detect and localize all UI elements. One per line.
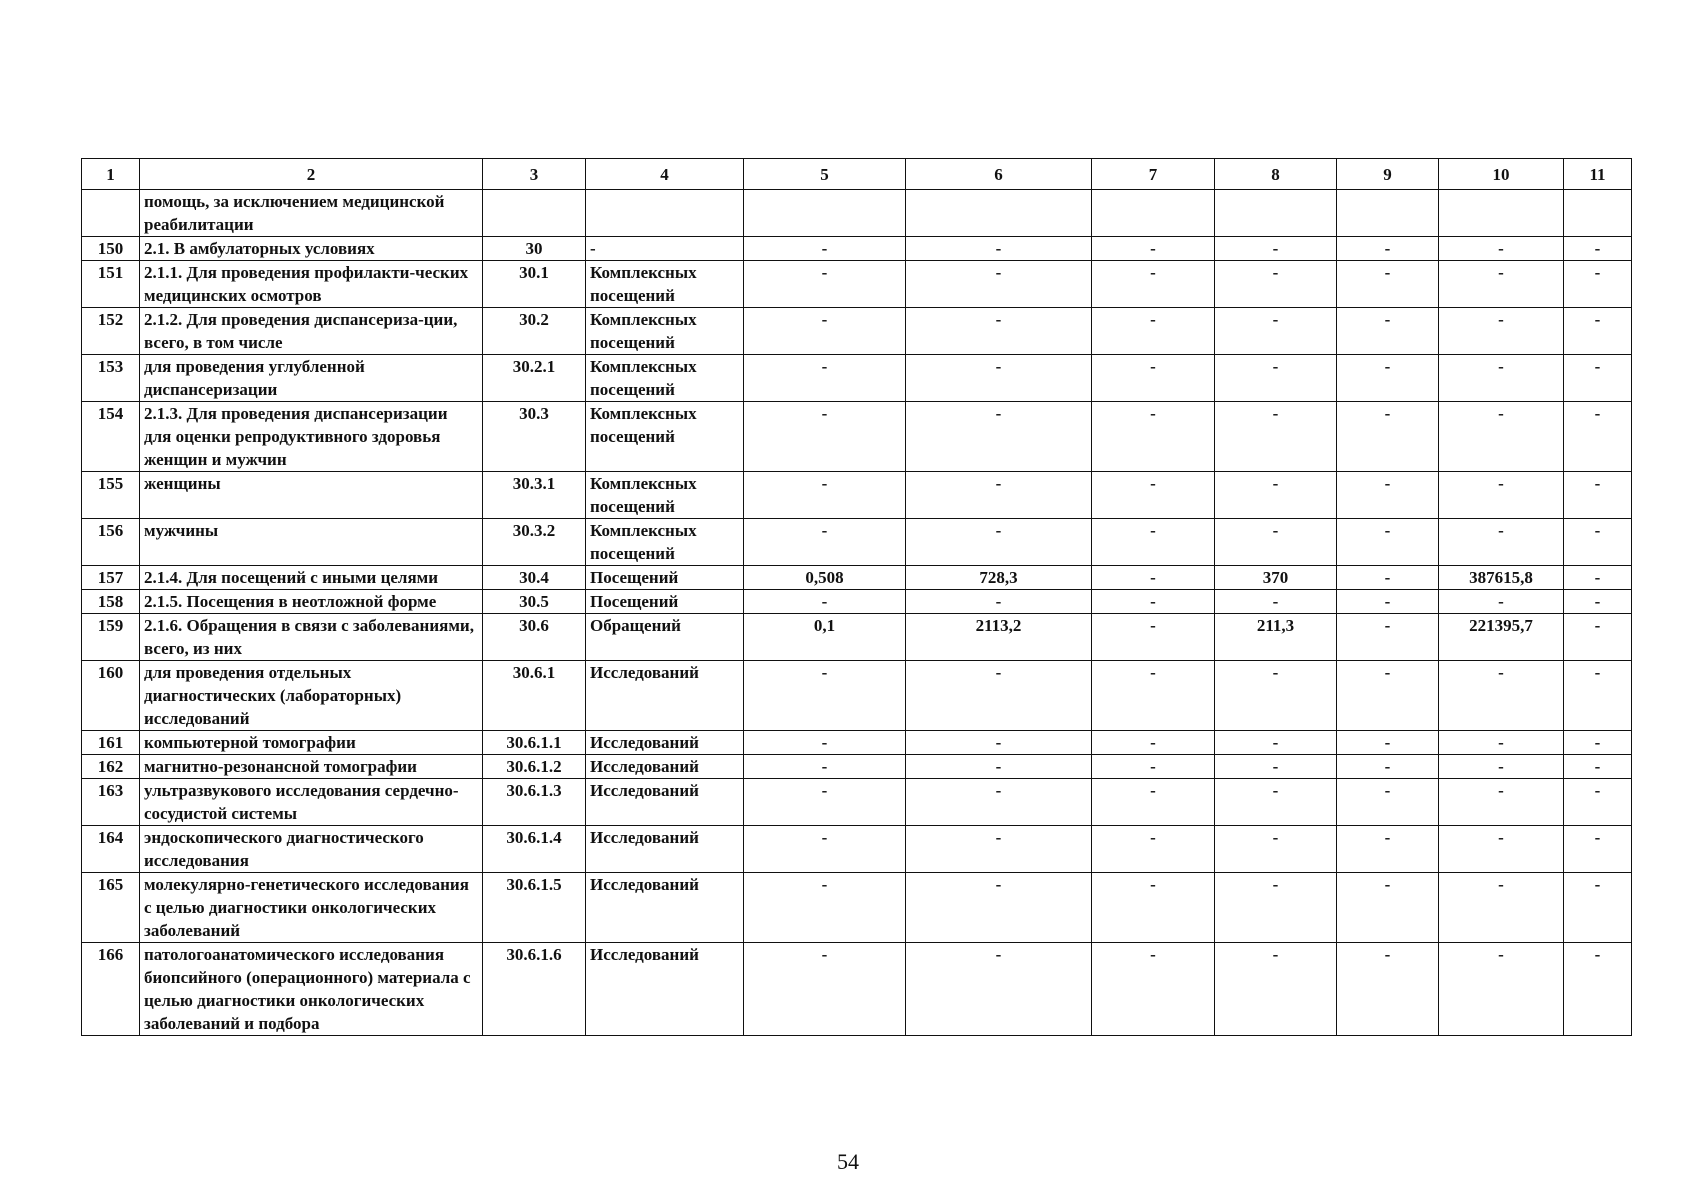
header-cell-8: 8 <box>1215 159 1337 190</box>
table-row <box>82 873 1632 943</box>
table-cell-col-6 <box>906 190 1092 237</box>
table-cell-col-2: мужчины <box>140 519 483 566</box>
table-cell-col-4: Исследований <box>586 826 744 873</box>
table-cell-col-10: - <box>1439 355 1564 402</box>
table-cell-col-3: 30.6.1.5 <box>483 873 586 943</box>
data-table-container <box>81 158 1631 1036</box>
table-cell-col-3 <box>483 190 586 237</box>
table-cell-col-2: патологоанатомического исследования биопсийного (операционного) материала с целью диагностики онкологических заболеваний и подбора <box>140 943 483 1036</box>
table-cell-col-5: - <box>744 472 906 519</box>
table-cell-col-10: - <box>1439 590 1564 614</box>
table-cell-col-1: 166 <box>82 943 140 1036</box>
table-cell-col-7: - <box>1092 943 1215 1036</box>
header-cell-7: 7 <box>1092 159 1215 190</box>
table-cell-col-3: 30.6 <box>483 614 586 661</box>
table-cell-col-9: - <box>1337 237 1439 261</box>
table-cell-col-11: - <box>1564 755 1632 779</box>
table-row <box>82 261 1632 308</box>
table-cell-col-7: - <box>1092 355 1215 402</box>
table-cell-col-2: для проведения углубленной диспансеризации <box>140 355 483 402</box>
table-cell-col-2: молекулярно-генетического исследования с целью диагностики онкологических заболеваний <box>140 873 483 943</box>
table-cell-col-5: - <box>744 237 906 261</box>
table-cell-col-9: - <box>1337 472 1439 519</box>
header-cell-10: 10 <box>1439 159 1564 190</box>
table-cell-col-4: Обращений <box>586 614 744 661</box>
table-cell-col-10: - <box>1439 661 1564 731</box>
table-cell-col-7: - <box>1092 472 1215 519</box>
table-row <box>82 566 1632 590</box>
table-cell-col-11: - <box>1564 402 1632 472</box>
data-table <box>81 158 1632 1036</box>
table-cell-col-8: - <box>1215 826 1337 873</box>
header-cell-11: 11 <box>1564 159 1632 190</box>
table-cell-col-6: - <box>906 731 1092 755</box>
table-cell-col-2: 2.1.1. Для проведения профилакти-ческих медицинских осмотров <box>140 261 483 308</box>
table-cell-col-4: Исследований <box>586 731 744 755</box>
table-cell-col-4: Комплексных посещений <box>586 261 744 308</box>
table-cell-col-7: - <box>1092 779 1215 826</box>
table-cell-col-10 <box>1439 190 1564 237</box>
table-cell-col-7: - <box>1092 261 1215 308</box>
table-cell-col-8: - <box>1215 519 1337 566</box>
table-cell-col-8: - <box>1215 943 1337 1036</box>
table-cell-col-9: - <box>1337 661 1439 731</box>
table-row <box>82 472 1632 519</box>
table-cell-col-11: - <box>1564 519 1632 566</box>
table-cell-col-7: - <box>1092 826 1215 873</box>
table-cell-col-3: 30.2 <box>483 308 586 355</box>
table-row <box>82 237 1632 261</box>
table-cell-col-5: - <box>744 943 906 1036</box>
table-cell-col-6: - <box>906 590 1092 614</box>
table-cell-col-6: - <box>906 355 1092 402</box>
table-cell-col-10: - <box>1439 261 1564 308</box>
table-cell-col-11: - <box>1564 308 1632 355</box>
header-cell-6: 6 <box>906 159 1092 190</box>
table-cell-col-3: 30.6.1.1 <box>483 731 586 755</box>
table-cell-col-9: - <box>1337 519 1439 566</box>
table-cell-col-11 <box>1564 190 1632 237</box>
table-cell-col-1: 161 <box>82 731 140 755</box>
table-cell-col-9: - <box>1337 308 1439 355</box>
table-cell-col-10: 387615,8 <box>1439 566 1564 590</box>
table-cell-col-5: 0,508 <box>744 566 906 590</box>
table-cell-col-1: 155 <box>82 472 140 519</box>
table-cell-col-5: - <box>744 661 906 731</box>
table-cell-col-6: 728,3 <box>906 566 1092 590</box>
table-cell-col-4: Комплексных посещений <box>586 519 744 566</box>
table-row <box>82 731 1632 755</box>
table-cell-col-4: Комплексных посещений <box>586 355 744 402</box>
table-row <box>82 308 1632 355</box>
table-cell-col-6: - <box>906 402 1092 472</box>
table-cell-col-8 <box>1215 190 1337 237</box>
table-cell-col-6: - <box>906 472 1092 519</box>
table-cell-col-6: - <box>906 755 1092 779</box>
table-row <box>82 826 1632 873</box>
table-cell-col-2: 2.1. В амбулаторных условиях <box>140 237 483 261</box>
table-cell-col-9: - <box>1337 355 1439 402</box>
table-cell-col-4: Комплексных посещений <box>586 308 744 355</box>
table-cell-col-10: - <box>1439 731 1564 755</box>
table-cell-col-1: 152 <box>82 308 140 355</box>
table-cell-col-6: - <box>906 873 1092 943</box>
table-cell-col-4: Комплексных посещений <box>586 402 744 472</box>
table-cell-col-2: магнитно-резонансной томографии <box>140 755 483 779</box>
table-cell-col-8: - <box>1215 472 1337 519</box>
header-cell-1: 1 <box>82 159 140 190</box>
table-cell-col-11: - <box>1564 355 1632 402</box>
table-cell-col-2: 2.1.3. Для проведения диспансеризации для оценки репродуктивного здоровья женщин и мужчин <box>140 402 483 472</box>
table-cell-col-8: - <box>1215 261 1337 308</box>
table-cell-col-11: - <box>1564 472 1632 519</box>
table-cell-col-5: - <box>744 731 906 755</box>
table-cell-col-9: - <box>1337 731 1439 755</box>
table-cell-col-1: 160 <box>82 661 140 731</box>
table-cell-col-3: 30.6.1 <box>483 661 586 731</box>
table-cell-col-9: - <box>1337 755 1439 779</box>
table-row <box>82 590 1632 614</box>
table-cell-col-1: 150 <box>82 237 140 261</box>
header-cell-2: 2 <box>140 159 483 190</box>
table-row <box>82 661 1632 731</box>
table-cell-col-5: - <box>744 873 906 943</box>
table-cell-col-6: - <box>906 261 1092 308</box>
table-cell-col-2: 2.1.4. Для посещений с иными целями <box>140 566 483 590</box>
table-cell-col-11: - <box>1564 590 1632 614</box>
table-cell-col-8: - <box>1215 731 1337 755</box>
table-cell-col-6: - <box>906 826 1092 873</box>
table-cell-col-3: 30.4 <box>483 566 586 590</box>
table-cell-col-10: - <box>1439 237 1564 261</box>
table-row <box>82 190 1632 237</box>
table-cell-col-6: - <box>906 519 1092 566</box>
table-cell-col-3: 30.2.1 <box>483 355 586 402</box>
table-cell-col-6: - <box>906 661 1092 731</box>
table-cell-col-1: 164 <box>82 826 140 873</box>
table-cell-col-2: 2.1.5. Посещения в неотложной форме <box>140 590 483 614</box>
table-cell-col-2: для проведения отдельных диагностических (лабораторных) исследований <box>140 661 483 731</box>
table-cell-col-11: - <box>1564 731 1632 755</box>
table-cell-col-4: Комплексных посещений <box>586 472 744 519</box>
table-cell-col-6: - <box>906 237 1092 261</box>
table-cell-col-9 <box>1337 190 1439 237</box>
table-cell-col-9: - <box>1337 614 1439 661</box>
table-cell-col-4: Исследований <box>586 661 744 731</box>
table-cell-col-8: - <box>1215 661 1337 731</box>
table-cell-col-4: Исследований <box>586 943 744 1036</box>
table-cell-col-11: - <box>1564 826 1632 873</box>
table-cell-col-1: 154 <box>82 402 140 472</box>
table-cell-col-6: - <box>906 308 1092 355</box>
table-cell-col-6: 2113,2 <box>906 614 1092 661</box>
table-cell-col-3: 30.6.1.6 <box>483 943 586 1036</box>
table-cell-col-1: 156 <box>82 519 140 566</box>
table-cell-col-11: - <box>1564 779 1632 826</box>
table-cell-col-10: 221395,7 <box>1439 614 1564 661</box>
table-cell-col-11: - <box>1564 614 1632 661</box>
table-cell-col-5: - <box>744 308 906 355</box>
table-cell-col-3: 30.3.1 <box>483 472 586 519</box>
table-cell-col-3: 30.3.2 <box>483 519 586 566</box>
table-row <box>82 614 1632 661</box>
table-cell-col-5: - <box>744 355 906 402</box>
table-row <box>82 402 1632 472</box>
table-cell-col-10: - <box>1439 943 1564 1036</box>
table-cell-col-2: эндоскопического диагностического исследования <box>140 826 483 873</box>
table-cell-col-4: Исследований <box>586 755 744 779</box>
table-cell-col-7: - <box>1092 614 1215 661</box>
table-cell-col-4: Посещений <box>586 590 744 614</box>
table-cell-col-10: - <box>1439 826 1564 873</box>
table-cell-col-3: 30.5 <box>483 590 586 614</box>
table-cell-col-9: - <box>1337 779 1439 826</box>
table-cell-col-9: - <box>1337 566 1439 590</box>
table-cell-col-11: - <box>1564 261 1632 308</box>
table-cell-col-7: - <box>1092 731 1215 755</box>
table-cell-col-10: - <box>1439 402 1564 472</box>
table-cell-col-9: - <box>1337 943 1439 1036</box>
table-cell-col-3: 30 <box>483 237 586 261</box>
table-cell-col-10: - <box>1439 519 1564 566</box>
table-cell-col-7 <box>1092 190 1215 237</box>
table-cell-col-9: - <box>1337 402 1439 472</box>
table-cell-col-5: 0,1 <box>744 614 906 661</box>
table-cell-col-1: 163 <box>82 779 140 826</box>
table-row <box>82 779 1632 826</box>
table-cell-col-9: - <box>1337 873 1439 943</box>
table-cell-col-1: 159 <box>82 614 140 661</box>
table-cell-col-1: 157 <box>82 566 140 590</box>
table-cell-col-9: - <box>1337 826 1439 873</box>
table-cell-col-10: - <box>1439 755 1564 779</box>
table-cell-col-4 <box>586 190 744 237</box>
table-cell-col-8: - <box>1215 779 1337 826</box>
header-cell-9: 9 <box>1337 159 1439 190</box>
table-cell-col-7: - <box>1092 402 1215 472</box>
table-cell-col-2: компьютерной томографии <box>140 731 483 755</box>
table-cell-col-5: - <box>744 261 906 308</box>
table-cell-col-8: - <box>1215 755 1337 779</box>
header-cell-4: 4 <box>586 159 744 190</box>
header-cell-3: 3 <box>483 159 586 190</box>
table-cell-col-5: - <box>744 779 906 826</box>
table-cell-col-3: 30.3 <box>483 402 586 472</box>
table-cell-col-11: - <box>1564 661 1632 731</box>
table-cell-col-7: - <box>1092 755 1215 779</box>
table-cell-col-1: 151 <box>82 261 140 308</box>
table-cell-col-7: - <box>1092 661 1215 731</box>
table-cell-col-1: 165 <box>82 873 140 943</box>
table-cell-col-9: - <box>1337 590 1439 614</box>
table-cell-col-7: - <box>1092 519 1215 566</box>
table-cell-col-5 <box>744 190 906 237</box>
table-cell-col-2: 2.1.6. Обращения в связи с заболеваниями, всего, из них <box>140 614 483 661</box>
table-cell-col-7: - <box>1092 566 1215 590</box>
table-cell-col-3: 30.6.1.3 <box>483 779 586 826</box>
table-cell-col-4: Исследований <box>586 779 744 826</box>
table-cell-col-2: 2.1.2. Для проведения диспансериза-ции, всего, в том числе <box>140 308 483 355</box>
table-cell-col-1: 158 <box>82 590 140 614</box>
table-cell-col-3: 30.1 <box>483 261 586 308</box>
table-cell-col-8: 370 <box>1215 566 1337 590</box>
table-cell-col-11: - <box>1564 566 1632 590</box>
table-cell-col-6: - <box>906 779 1092 826</box>
header-row <box>82 159 1632 190</box>
table-cell-col-8: - <box>1215 237 1337 261</box>
table-row <box>82 943 1632 1036</box>
table-cell-col-8: 211,3 <box>1215 614 1337 661</box>
table-cell-col-11: - <box>1564 943 1632 1036</box>
table-cell-col-8: - <box>1215 590 1337 614</box>
table-row <box>82 355 1632 402</box>
table-cell-col-2: помощь, за исключением медицинской реабилитации <box>140 190 483 237</box>
table-cell-col-3: 30.6.1.2 <box>483 755 586 779</box>
table-cell-col-7: - <box>1092 873 1215 943</box>
table-cell-col-9: - <box>1337 261 1439 308</box>
table-cell-col-11: - <box>1564 237 1632 261</box>
table-cell-col-8: - <box>1215 402 1337 472</box>
table-cell-col-2: ультразвукового исследования сердечно-сосудистой системы <box>140 779 483 826</box>
table-cell-col-4: Исследований <box>586 873 744 943</box>
table-cell-col-8: - <box>1215 355 1337 402</box>
table-cell-col-10: - <box>1439 779 1564 826</box>
table-cell-col-5: - <box>744 519 906 566</box>
table-row <box>82 519 1632 566</box>
table-cell-col-1 <box>82 190 140 237</box>
header-cell-5: 5 <box>744 159 906 190</box>
table-cell-col-8: - <box>1215 308 1337 355</box>
table-cell-col-5: - <box>744 590 906 614</box>
table-cell-col-1: 162 <box>82 755 140 779</box>
table-cell-col-7: - <box>1092 590 1215 614</box>
table-body <box>82 190 1632 1036</box>
table-cell-col-7: - <box>1092 308 1215 355</box>
table-cell-col-4: Посещений <box>586 566 744 590</box>
table-cell-col-5: - <box>744 826 906 873</box>
table-cell-col-5: - <box>744 402 906 472</box>
table-cell-col-5: - <box>744 755 906 779</box>
table-cell-col-11: - <box>1564 873 1632 943</box>
table-cell-col-2: женщины <box>140 472 483 519</box>
table-cell-col-8: - <box>1215 873 1337 943</box>
table-cell-col-3: 30.6.1.4 <box>483 826 586 873</box>
table-cell-col-10: - <box>1439 472 1564 519</box>
table-cell-col-4: - <box>586 237 744 261</box>
table-cell-col-1: 153 <box>82 355 140 402</box>
table-row <box>82 755 1632 779</box>
table-cell-col-6: - <box>906 943 1092 1036</box>
table-cell-col-10: - <box>1439 873 1564 943</box>
table-cell-col-10: - <box>1439 308 1564 355</box>
page-number: 54 <box>837 1149 859 1174</box>
table-cell-col-7: - <box>1092 237 1215 261</box>
